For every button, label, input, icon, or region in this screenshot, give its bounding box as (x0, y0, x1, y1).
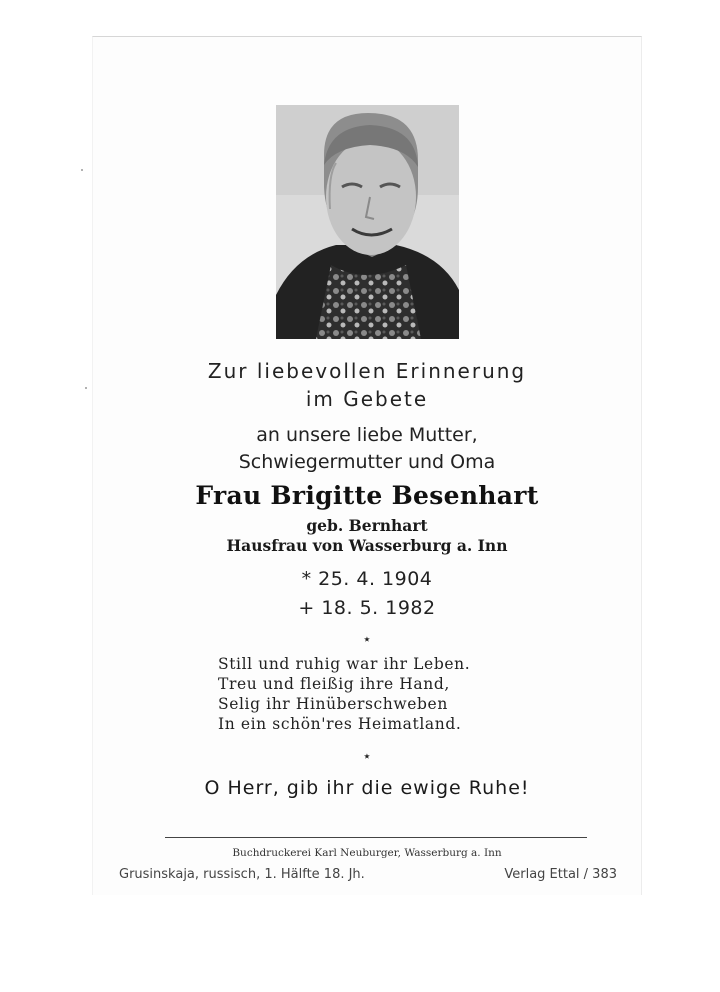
image-credit: Grusinskaja, russisch, 1. Hälfte 18. Jh. (119, 867, 365, 882)
poem-line: Still und ruhig war ihr Leben. (218, 655, 471, 673)
death-date: + 18. 5. 1982 (298, 597, 436, 619)
star-divider-2: ⋆ (362, 747, 372, 765)
intro-line: Zur liebevollen Erinnerung (207, 359, 527, 383)
deceased-name: Frau Brigitte Besenhart (195, 481, 539, 510)
intro-line-2: im Gebete (305, 387, 429, 411)
publisher-credit: Verlag Ettal / 383 (504, 867, 617, 882)
dedication-line-2: Schwiegermutter und Oma (238, 451, 496, 473)
birth-date: * 25. 4. 1904 (301, 568, 433, 590)
maiden-name: geb. Bernhart (306, 516, 428, 535)
poem-line: Selig ihr Hinüberschweben (218, 695, 448, 713)
paper-speck (81, 169, 83, 171)
footer-divider (165, 837, 587, 838)
memorial-card (92, 36, 642, 895)
paper-speck (85, 387, 87, 389)
poem (218, 654, 470, 734)
portrait-photo (276, 105, 459, 339)
dedication-line: an unsere liebe Mutter, (256, 424, 478, 446)
prayer-line: O Herr, gib ihr die ewige Ruhe! (204, 777, 530, 799)
poem-line: Treu und fleißig ihre Hand, (218, 675, 450, 693)
star-divider: ⋆ (362, 630, 372, 648)
occupation: Hausfrau von Wasserburg a. Inn (226, 536, 508, 555)
poem-line: In ein schön'res Heimatland. (218, 715, 462, 733)
printer-credit: Buchdruckerei Karl Neuburger, Wasserburg a. Inn (232, 847, 502, 859)
